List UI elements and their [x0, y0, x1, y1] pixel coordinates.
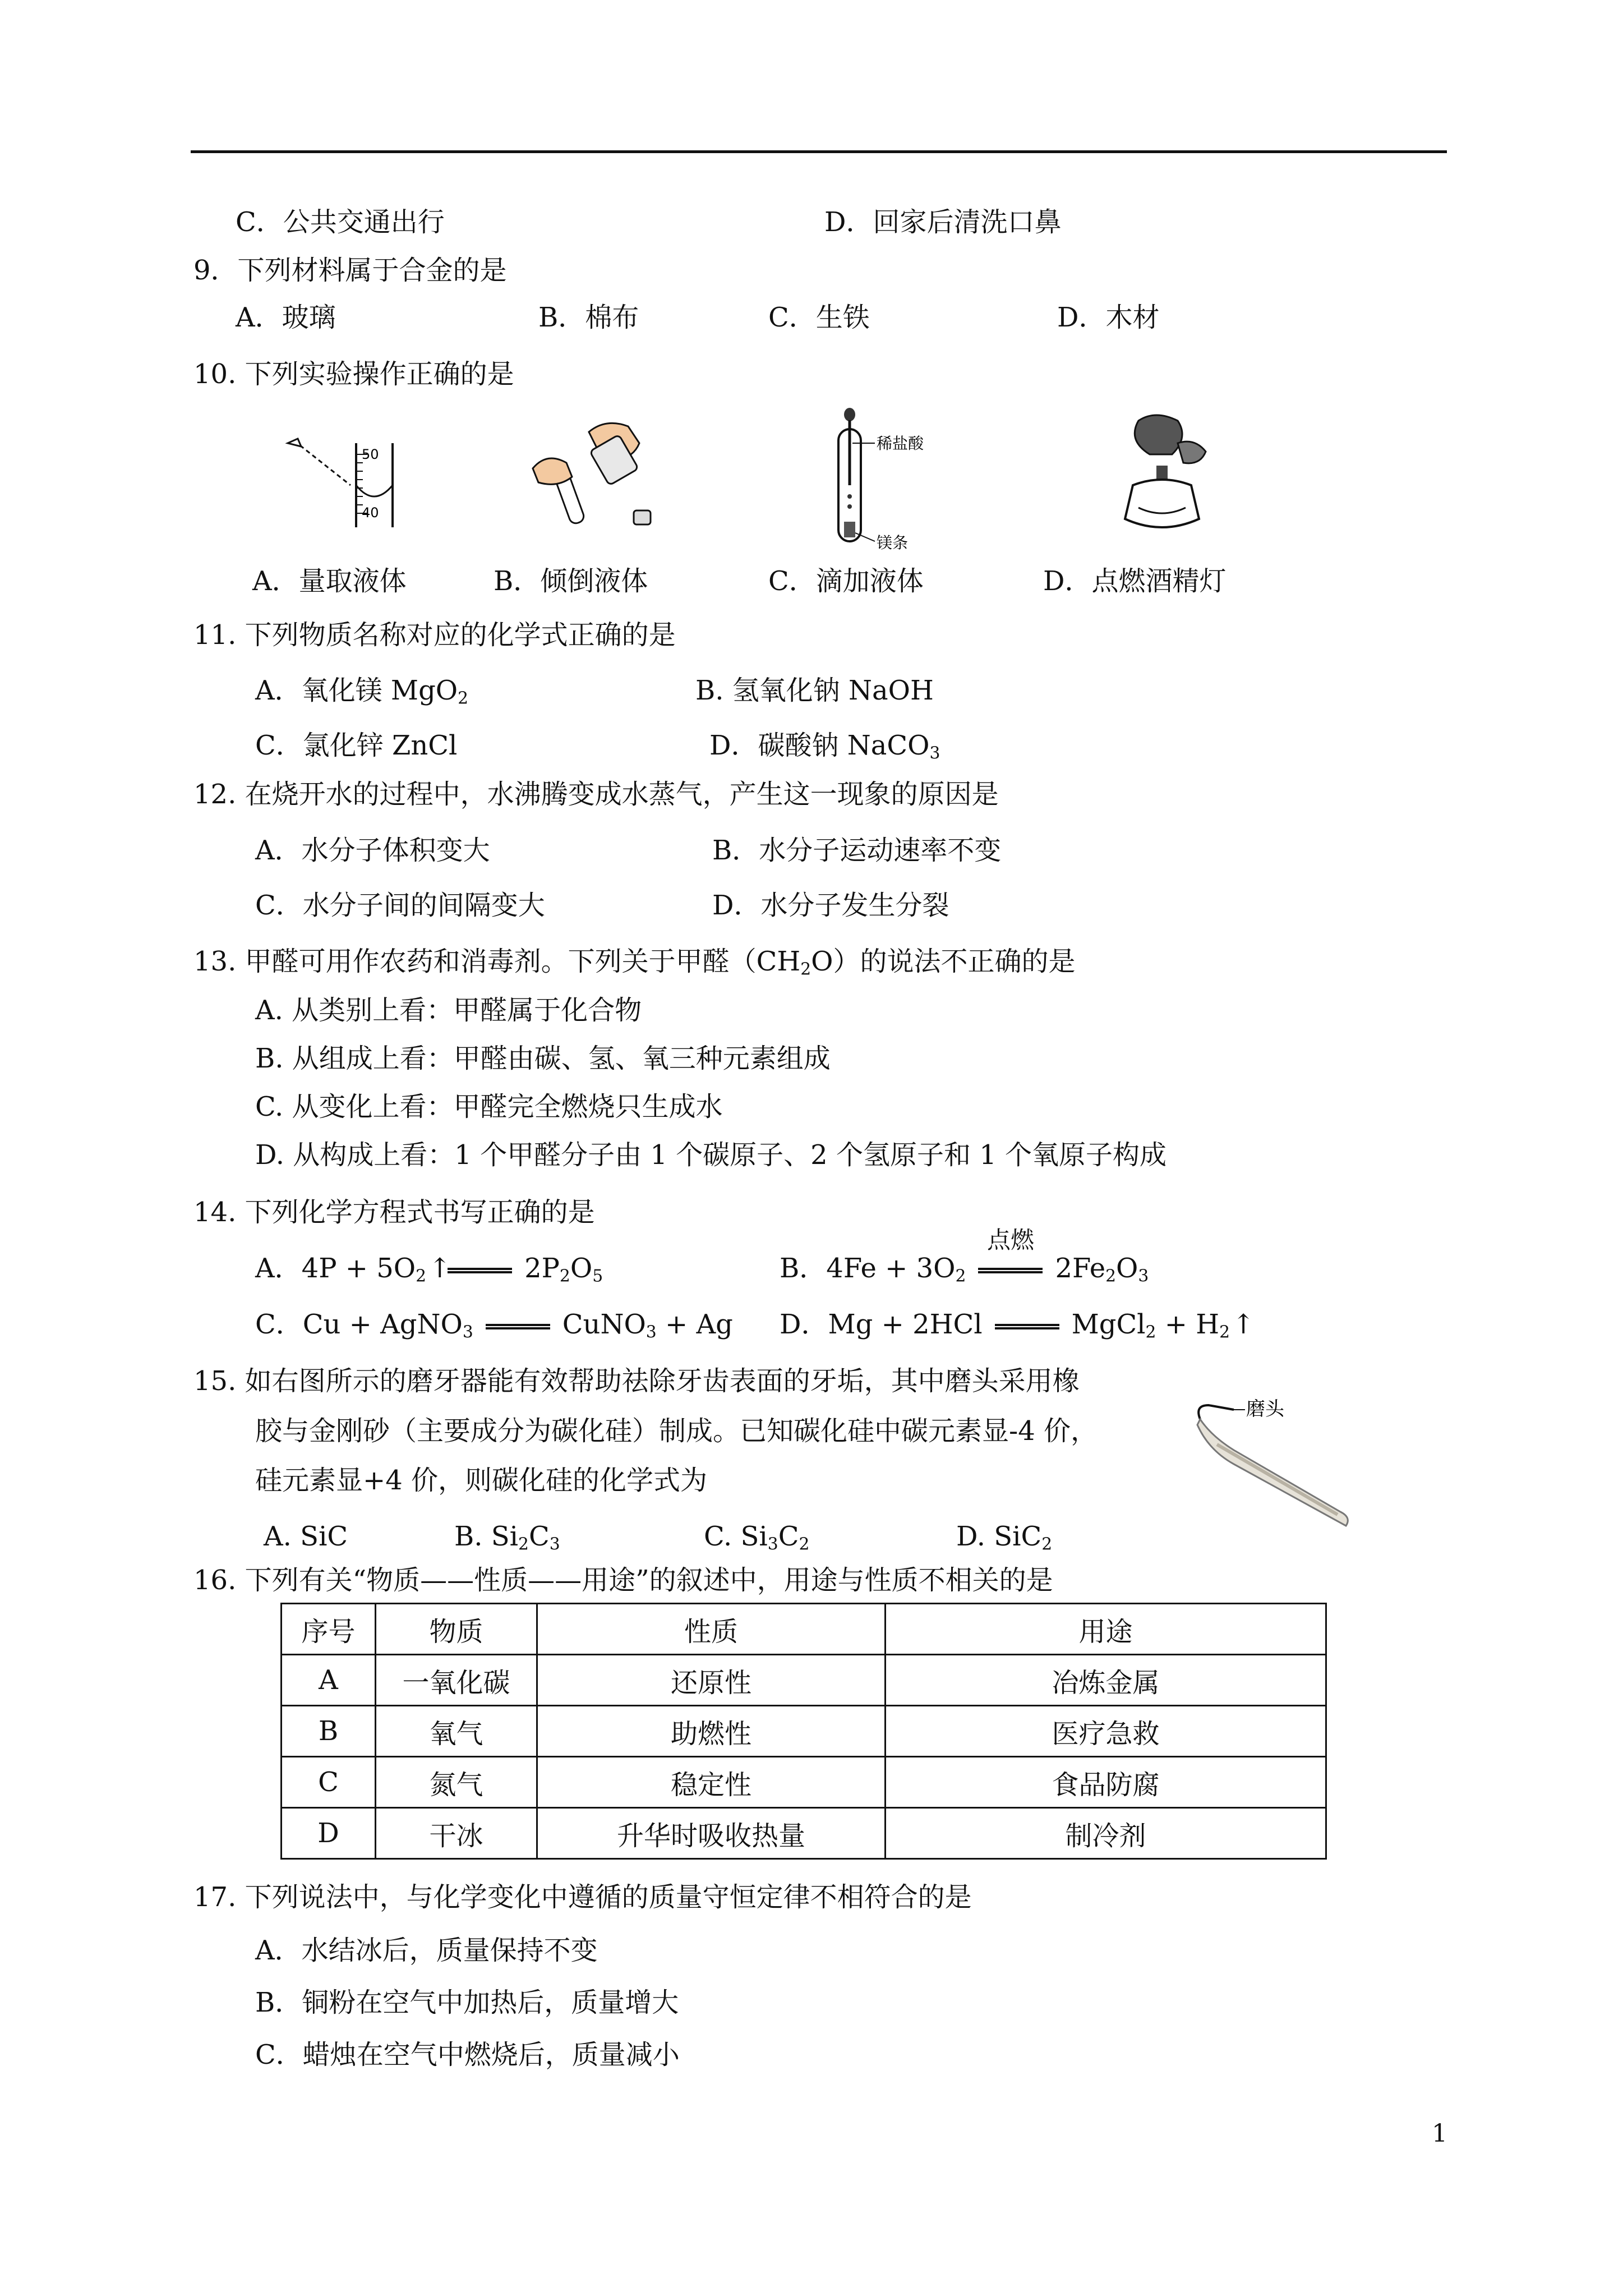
q10-option-a[interactable]: A．量取液体	[252, 565, 407, 597]
q14-option-c[interactable]: C．Cu + AgNO$_3$ CuNO$_3$ + Ag	[255, 1309, 733, 1342]
q15-option-c[interactable]: C. $Si_3C_2$	[704, 1521, 810, 1554]
q12-option-a[interactable]: A．水分子体积变大	[255, 835, 490, 866]
cell: B	[282, 1706, 376, 1757]
cell: 氧气	[376, 1706, 537, 1757]
q8-option-c[interactable]: C．公共交通出行	[236, 206, 445, 238]
q13-option-d[interactable]: D. 从构成上看：1 个甲醛分子由 1 个碳原子、2 个氢原子和 1 个氧原子构成	[255, 1139, 1166, 1171]
cell: 冶炼金属	[886, 1655, 1326, 1706]
q15-line-3: 硅元素显+4 价，则碳化硅的化学式为	[255, 1465, 708, 1496]
cylinder-mark-40: 40	[362, 505, 379, 521]
q12-option-d[interactable]: D．水分子发生分裂	[712, 890, 949, 921]
q16-table	[280, 1603, 1327, 1860]
q10-option-b[interactable]: B．倾倒液体	[494, 565, 648, 597]
tube-mg-label: 镁条	[877, 533, 909, 552]
cylinder-mark-50: 50	[362, 447, 379, 462]
table-row[interactable]	[282, 1808, 1326, 1859]
q17-option-b[interactable]: B．铜粉在空气中加热后，质量增大	[255, 1987, 679, 2018]
q9-stem: 9．下列材料属于合金的是	[193, 255, 507, 286]
q12-stem: 12. 在烧开水的过程中，水沸腾变成水蒸气，产生这一现象的原因是	[193, 779, 999, 810]
pouring-liquid-figure	[522, 415, 662, 539]
q11-stem: 11. 下列物质名称对应的化学式正确的是	[193, 619, 676, 651]
cell: 还原性	[537, 1655, 886, 1706]
cell: 食品防腐	[886, 1757, 1326, 1808]
q16-stem: 16. 下列有关“物质——性质——用途”的叙述中，用途与性质不相关的是	[193, 1565, 1053, 1596]
header-property: 性质	[537, 1604, 886, 1655]
q11-option-c[interactable]: C．氯化锌 ZnCl	[255, 730, 458, 761]
q13-option-c[interactable]: C. 从变化上看：甲醛完全燃烧只生成水	[255, 1091, 723, 1122]
q8-option-d[interactable]: D．回家后清洗口鼻	[824, 206, 1062, 238]
table-row[interactable]	[282, 1757, 1326, 1808]
q15-option-b[interactable]: B. $Si_2C_3$	[454, 1521, 560, 1554]
eye-icon	[288, 439, 301, 447]
alcohol-lamp-figure	[1116, 409, 1223, 539]
q13-option-b[interactable]: B. 从组成上看：甲醛由碳、氢、氧三种元素组成	[255, 1043, 831, 1074]
cell: 医疗急救	[886, 1706, 1326, 1757]
q15-option-a[interactable]: A. SiC	[264, 1521, 348, 1552]
q17-option-a[interactable]: A．水结冰后，质量保持不变	[255, 1935, 598, 1966]
q14-option-a[interactable]: A．$4P + 5O_2↑$ $2P_2O_5$	[255, 1253, 603, 1286]
header-rule	[191, 150, 1447, 153]
dropper-acid-label: 稀盐酸	[877, 434, 924, 453]
q15-line-2: 胶与金刚砂（主要成分为碳化硅）制成。已知碳化硅中碳元素显-4 价，	[255, 1415, 1098, 1447]
q9-option-a[interactable]: A．玻璃	[236, 302, 336, 333]
cell: C	[282, 1757, 376, 1808]
q14-option-d[interactable]: D．Mg + 2HCl MgCl$_2$ + $H_2↑$	[780, 1309, 1255, 1342]
q12-option-b[interactable]: B．水分子运动速率不变	[712, 835, 1002, 866]
cell: 氮气	[376, 1757, 537, 1808]
table-row[interactable]	[282, 1706, 1326, 1757]
q17-stem: 17. 下列说法中，与化学变化中遵循的质量守恒定律不相符合的是	[193, 1881, 972, 1913]
q9-option-c[interactable]: C．生铁	[768, 302, 870, 333]
cell: 干冰	[376, 1808, 537, 1859]
q9-option-d[interactable]: D．木材	[1057, 302, 1160, 333]
q12-option-c[interactable]: C．水分子间的间隔变大	[255, 890, 545, 921]
cell: D	[282, 1808, 376, 1859]
q10-option-d[interactable]: D．点燃酒精灯	[1043, 565, 1227, 597]
table-row[interactable]	[282, 1655, 1326, 1706]
cell: 稳定性	[537, 1757, 886, 1808]
cell: 一氧化碳	[376, 1655, 537, 1706]
q11-option-a[interactable]: A．氧化镁 MgO$_2$	[255, 675, 469, 708]
q13-stem: 13. 甲醛可用作农药和消毒剂。下列关于甲醛$(CH_2O)$的说法不正确的是	[193, 946, 1076, 979]
cell: A	[282, 1655, 376, 1706]
q15-option-d[interactable]: D. SiC$_2$	[956, 1521, 1053, 1554]
q11-option-d[interactable]: D．碳酸钠 NaCO$_3$	[709, 730, 940, 763]
q14-stem: 14. 下列化学方程式书写正确的是	[193, 1197, 595, 1228]
tooth-grinder-figure	[1183, 1397, 1363, 1531]
q15-line-1: 15. 如右图所示的磨牙器能有效帮助祛除牙齿表面的牙垢，其中磨头采用橡	[193, 1365, 1080, 1397]
header-index: 序号	[282, 1604, 376, 1655]
graduated-cylinder-figure	[283, 432, 418, 539]
table-header-row	[282, 1604, 1326, 1655]
q13-option-a[interactable]: A. 从类别上看：甲醛属于化合物	[255, 995, 642, 1026]
condition-ignite-label: 点燃	[986, 1226, 1034, 1254]
q11-option-b[interactable]: B. 氢氧化钠 NaOH	[695, 675, 934, 706]
q9-option-b[interactable]: B．棉布	[538, 302, 639, 333]
q10-option-c[interactable]: C．滴加液体	[768, 565, 924, 597]
header-substance: 物质	[376, 1604, 537, 1655]
q17-option-c[interactable]: C．蜡烛在空气中燃烧后，质量减小	[255, 2039, 680, 2070]
q10-stem: 10. 下列实验操作正确的是	[193, 358, 514, 390]
cell: 制冷剂	[886, 1808, 1326, 1859]
cell: 升华时吸收热量	[537, 1808, 886, 1859]
page-number: 1	[1432, 2119, 1447, 2148]
q14-option-b[interactable]: B．$4Fe + 3O_2$ 点燃 $2Fe_2O_3$	[780, 1251, 1149, 1293]
dropper-testtube-figure	[827, 407, 984, 553]
grinder-head-label: 磨头	[1246, 1398, 1284, 1420]
cell: 助燃性	[537, 1706, 886, 1757]
header-use: 用途	[886, 1604, 1326, 1655]
